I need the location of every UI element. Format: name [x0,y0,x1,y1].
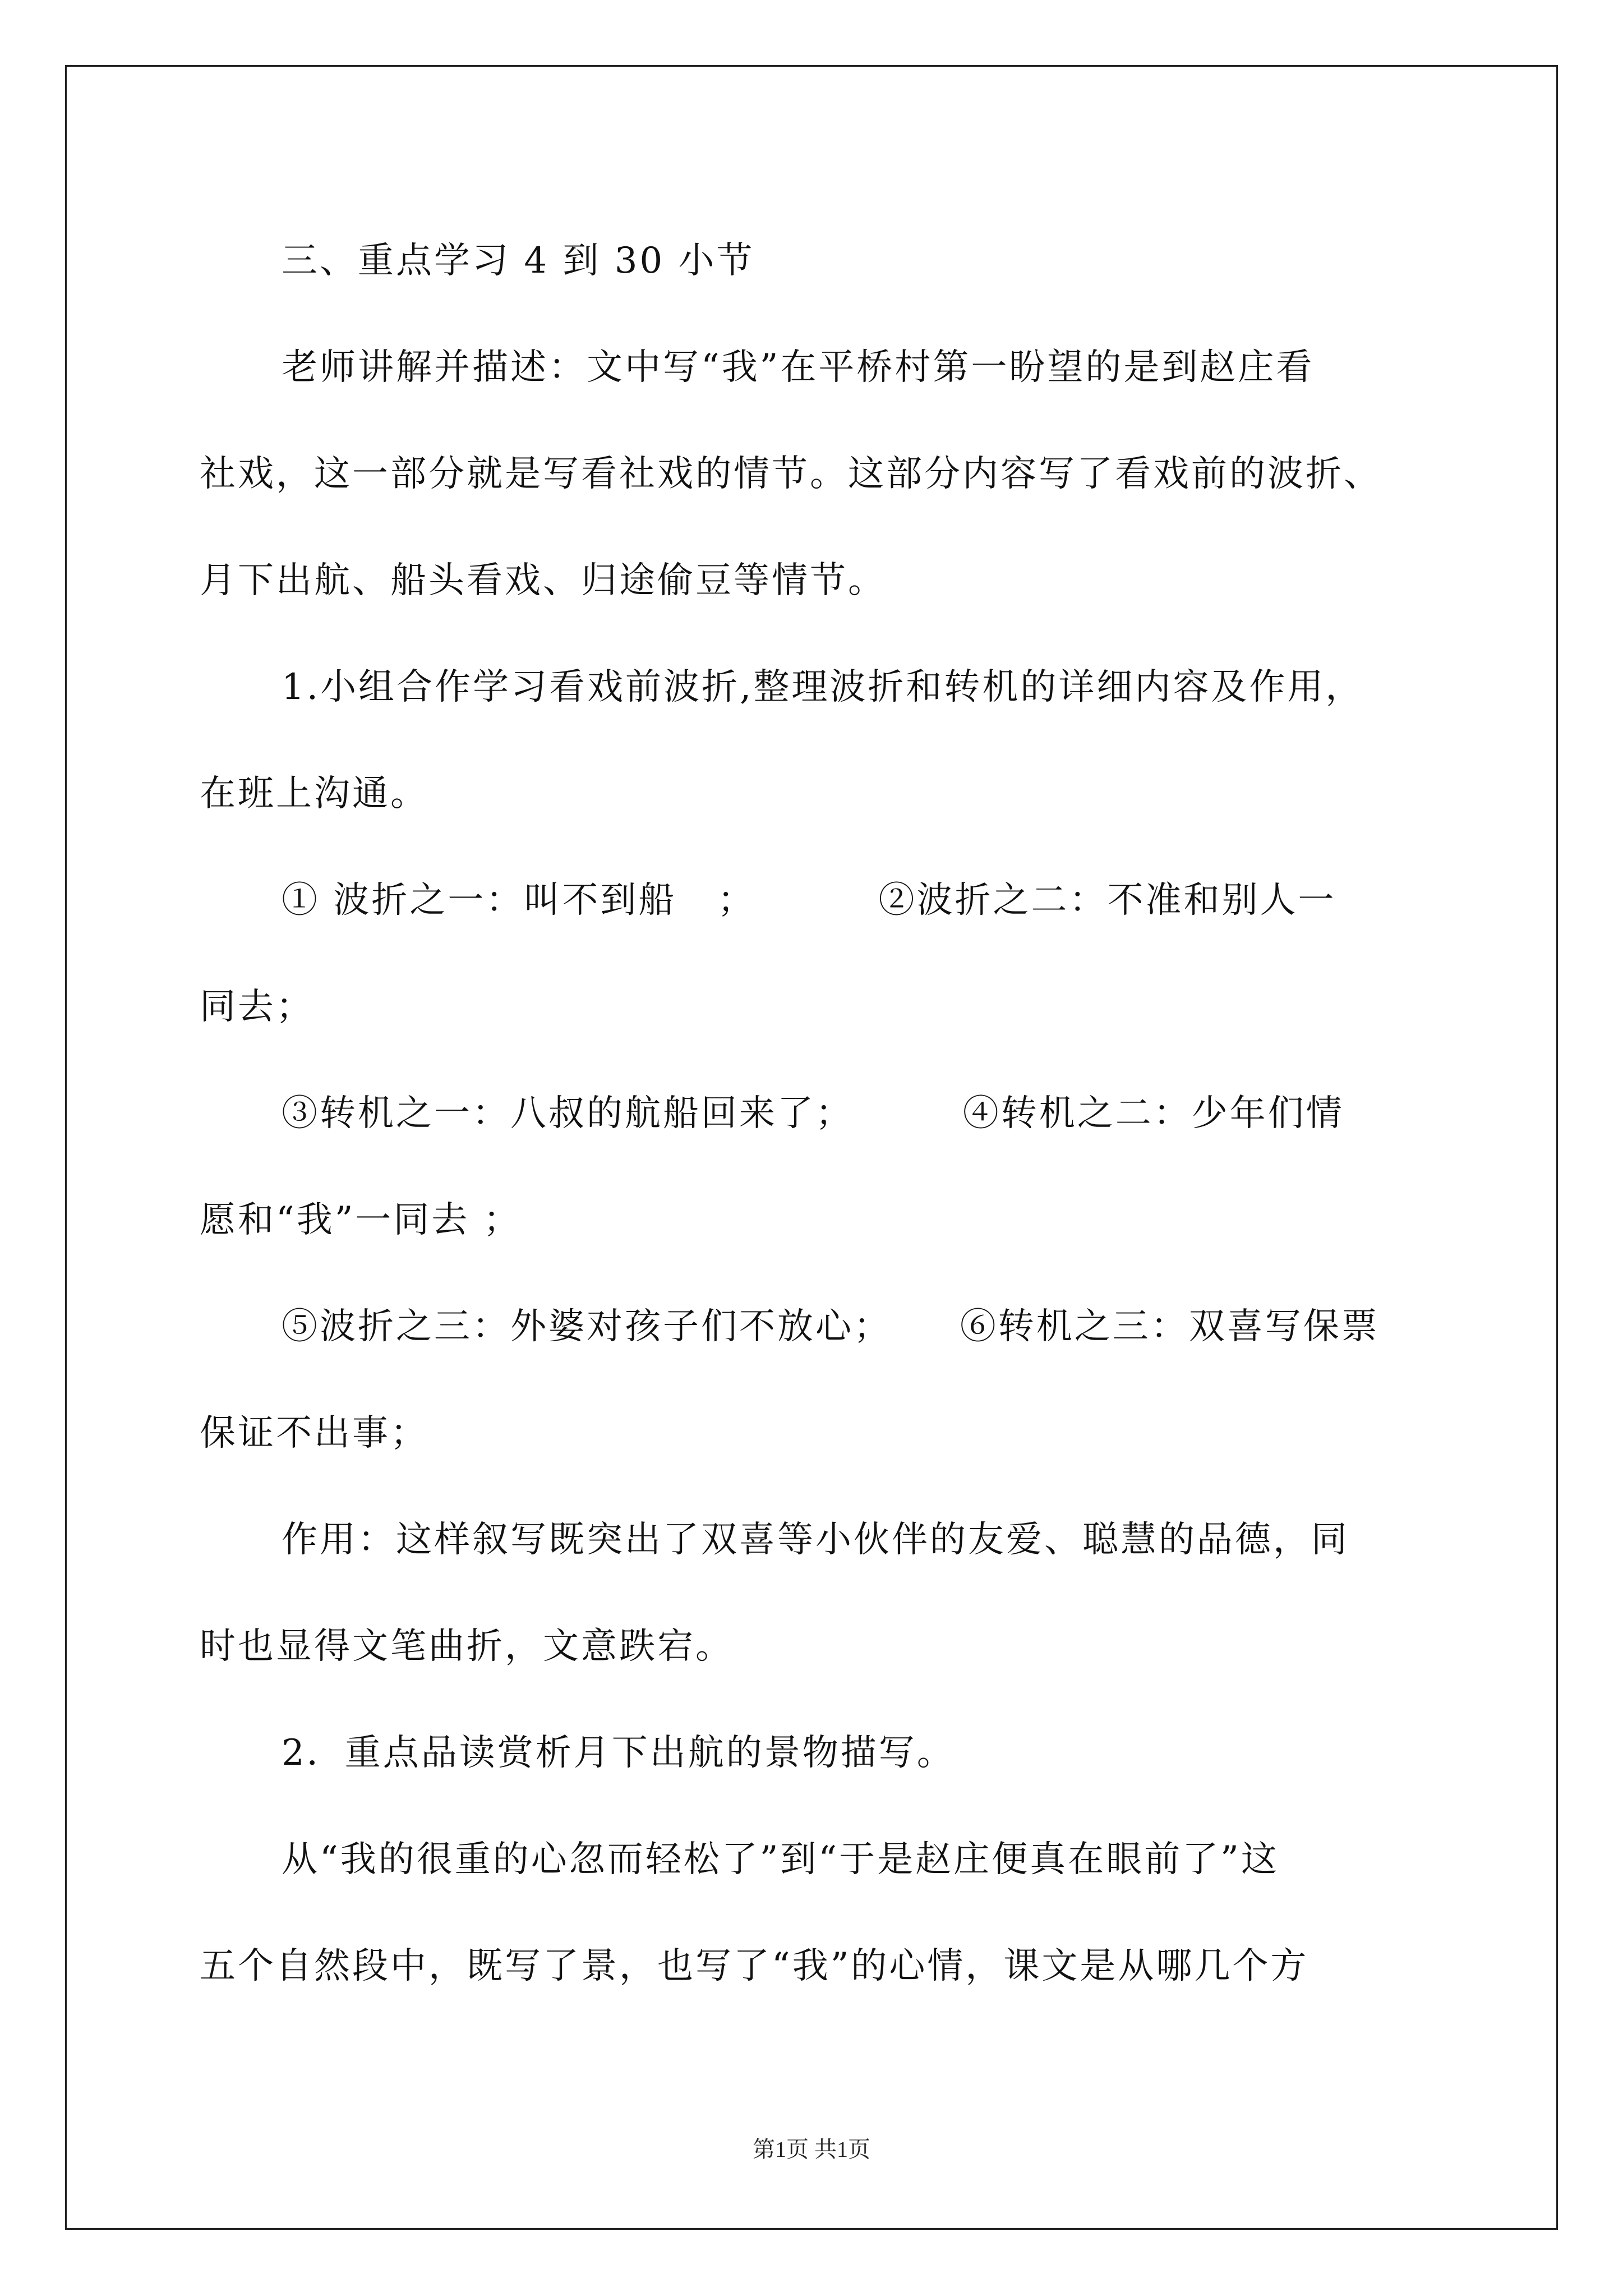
paragraph-line: ① 波折之一：叫不到船 ； ②波折之二：不准和别人一 [282,880,1336,921]
paragraph-line: 愿和“我”一同去 ； [200,1199,522,1241]
paragraph-line: 老师讲解并描述：文中写“我”在平桥村第一盼望的是到赵庄看 [282,347,1315,388]
document-body [200,208,1428,2019]
section-heading: 三、重点学习 4 到 30 小节 [282,240,755,282]
paragraph-line: 社戏，这一部分就是写看社戏的情节。这部分内容写了看戏前的波折、 [200,453,1382,495]
paragraph-line: 同去； [200,986,314,1028]
paragraph-line: 从“我的很重的心忽而轻松了”到“于是赵庄便真在眼前了”这 [282,1839,1279,1880]
paragraph-line: 保证不出事； [200,1412,428,1454]
paragraph-line: 1.小组合作学习看戏前波折,整理波折和转机的详细内容及作用， [282,666,1364,708]
paragraph-line: ③转机之一：八叔的航船回来了； ④转机之二：少年们情 [282,1093,1344,1134]
paragraph-line: 2．重点品读赏析月下出航的景物描写。 [282,1732,955,1774]
page-footer: 第1页 共1页 [753,2137,870,2162]
paragraph-line: 作用：这样叙写既突出了双喜等小伙伴的友爱、聪慧的品德，同 [282,1519,1349,1561]
paragraph-line: 五个自然段中，既写了景，也写了“我”的心情，课文是从哪几个方 [200,1945,1309,1987]
paragraph-line: 在班上沟通。 [200,773,428,815]
paragraph-line: 月下出航、船头看戏、归途偷豆等情节。 [200,560,886,601]
paragraph-line: ⑤波折之三：外婆对孩子们不放心； ⑥转机之三：双喜写保票 [282,1306,1380,1347]
paragraph-line: 时也显得文笔曲折，文意跌宕。 [200,1626,734,1667]
